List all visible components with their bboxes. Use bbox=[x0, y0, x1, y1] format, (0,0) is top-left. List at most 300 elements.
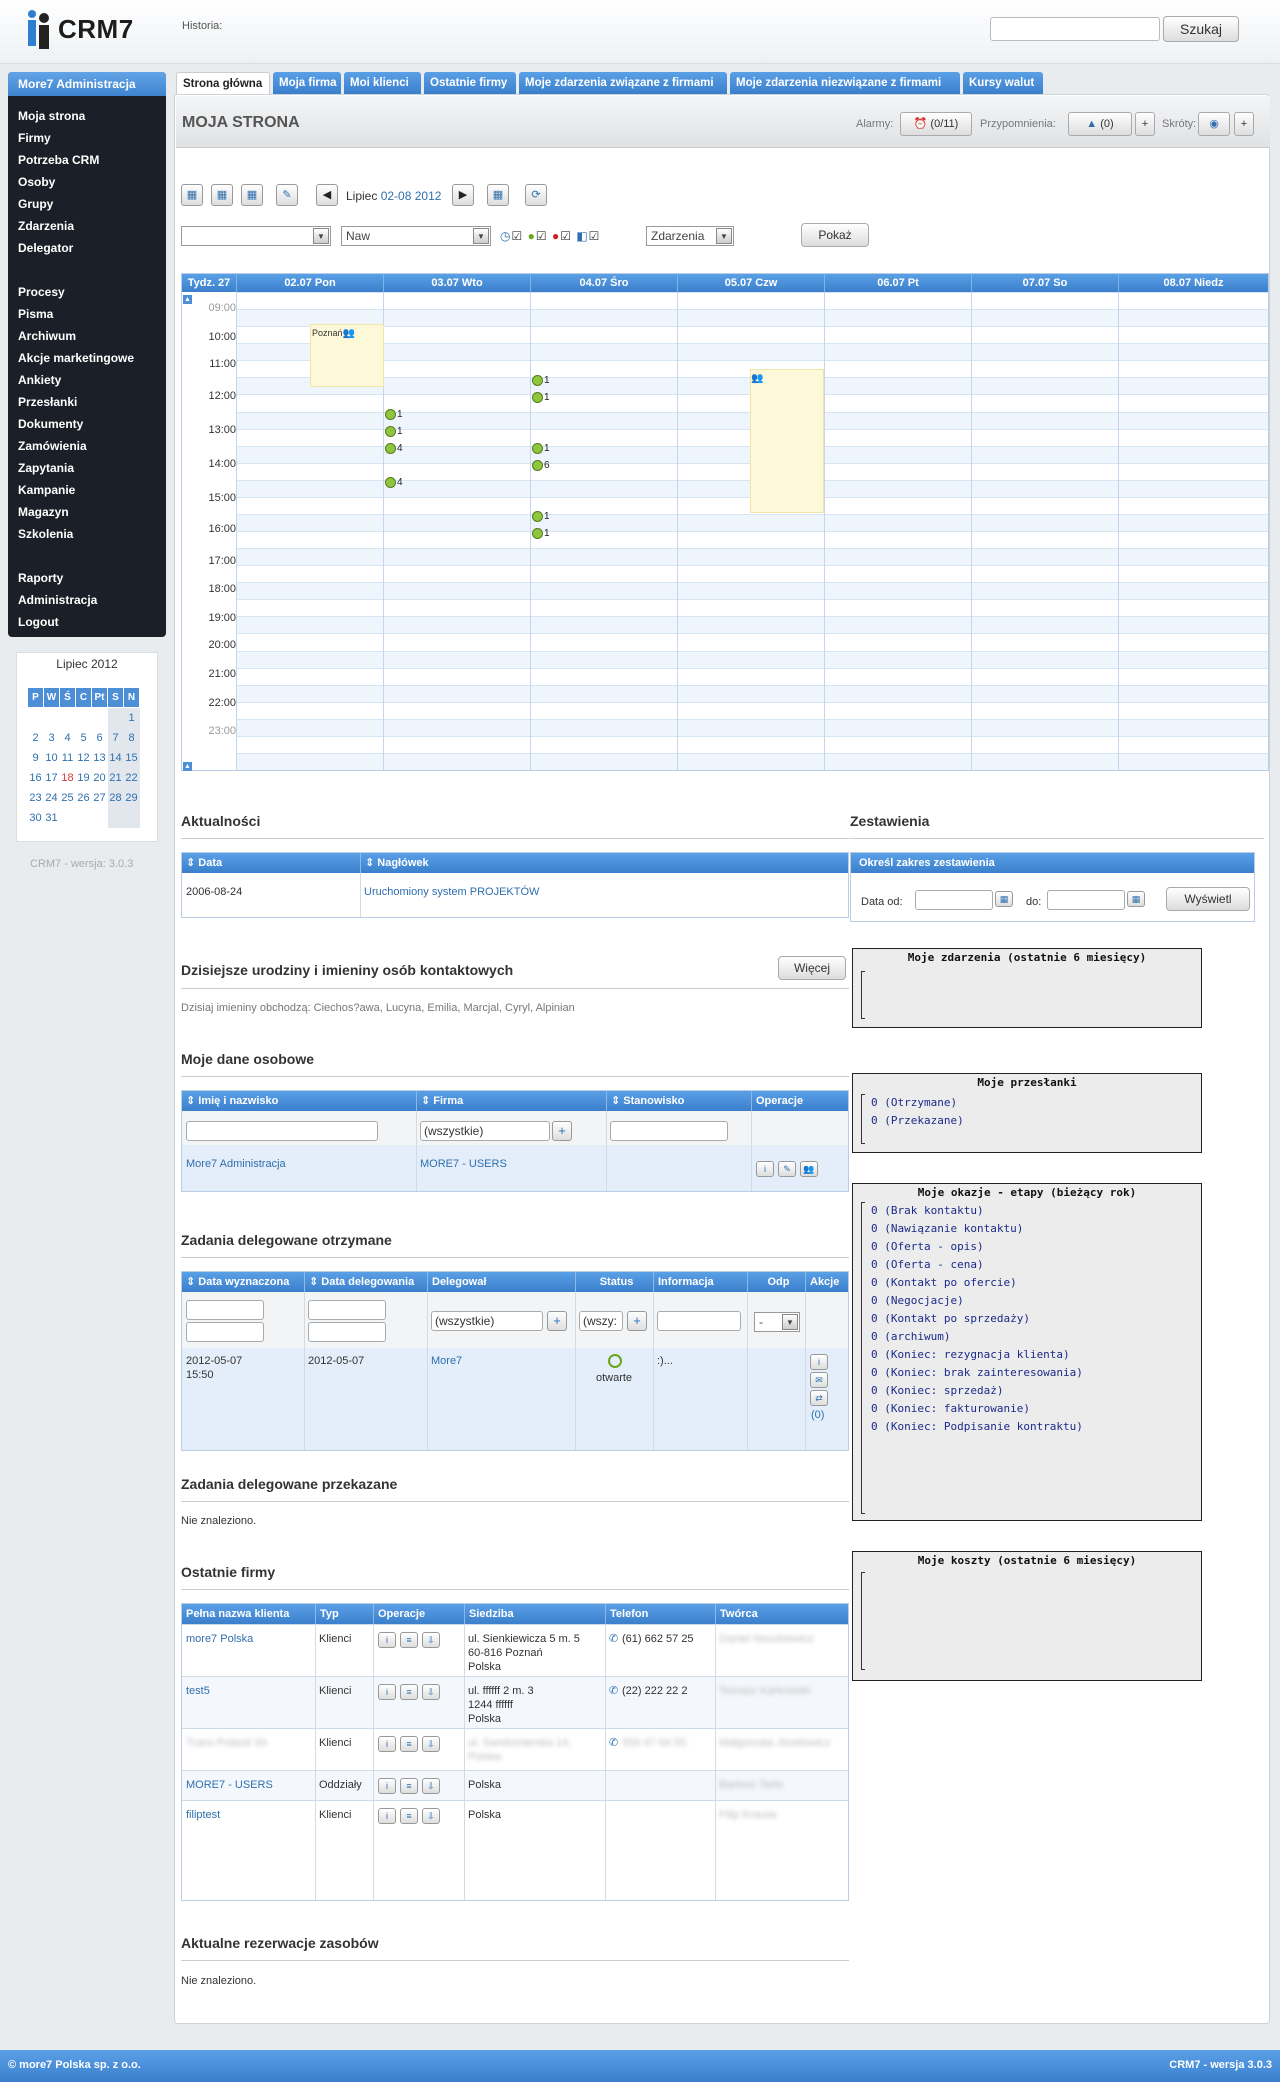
date-delegated-filter-to[interactable] bbox=[308, 1322, 386, 1342]
show-calendar-button[interactable]: Pokaż bbox=[801, 223, 869, 247]
email-icon[interactable]: ✉ bbox=[810, 1372, 828, 1388]
my-opportunities-title: Moje okazje - etapy (bieżący rok) bbox=[917, 1186, 1137, 1199]
client-creator: Tomasz Karkowski bbox=[719, 1685, 811, 1697]
mini-calendar-day bbox=[108, 708, 124, 728]
col-address[interactable]: Siedziba bbox=[464, 1604, 605, 1624]
add-status-filter-button[interactable]: + bbox=[627, 1311, 647, 1331]
cell-divider bbox=[416, 1111, 417, 1191]
edit-icon[interactable]: ✎ bbox=[276, 184, 298, 206]
position-filter-input[interactable] bbox=[610, 1121, 728, 1141]
next-week-button[interactable]: ▶ bbox=[452, 184, 474, 206]
mini-calendar-day[interactable]: 13 bbox=[93, 751, 106, 764]
delegated-by-filter[interactable]: (wszystkie) bbox=[431, 1311, 543, 1331]
download-icon[interactable]: ⇩ bbox=[422, 1632, 440, 1648]
mini-calendar-day[interactable]: 22 bbox=[124, 768, 140, 788]
week-view-icon[interactable]: ▦ bbox=[211, 184, 233, 206]
sidebar-item-ankiety[interactable]: Ankiety bbox=[18, 373, 62, 387]
tab-strona-glowna[interactable]: Strona główna bbox=[176, 72, 270, 94]
client-name-link[interactable]: more7 Polska bbox=[186, 1633, 254, 1645]
mini-calendar-day[interactable]: 1 bbox=[124, 708, 140, 728]
day-header-fri[interactable]: 06.07 Pt bbox=[824, 274, 971, 292]
info-icon[interactable]: i bbox=[756, 1161, 774, 1177]
day-header-thu[interactable]: 05.07 Czw bbox=[677, 274, 824, 292]
calendar-slot[interactable] bbox=[236, 343, 1268, 360]
address-line: Polska bbox=[468, 1661, 502, 1673]
page-title: MOJA STRONA bbox=[182, 114, 300, 131]
expand-down-icon[interactable]: ▲ bbox=[184, 763, 191, 770]
mini-calendar-day[interactable]: 31 bbox=[45, 811, 58, 824]
col-firm[interactable] bbox=[416, 1091, 606, 1111]
hour-label: 14:00 bbox=[208, 457, 236, 470]
marker-count: 1 bbox=[544, 528, 550, 540]
reply-filter-select[interactable] bbox=[754, 1312, 800, 1332]
task-status: otwarte bbox=[595, 1372, 633, 1384]
month-view-icon[interactable]: ▦ bbox=[241, 184, 263, 206]
opportunity-stage-link[interactable]: 0 (Koniec: brak zainteresowania) bbox=[871, 1366, 1083, 1379]
calendar-slot[interactable] bbox=[236, 736, 1268, 753]
weekday-header: Ś bbox=[60, 688, 76, 708]
col-date-delegated[interactable] bbox=[304, 1272, 427, 1292]
client-name-link[interactable]: MORE7 - USERS bbox=[186, 1779, 273, 1791]
date-due-filter-from[interactable] bbox=[186, 1300, 264, 1320]
list-icon[interactable]: ≡ bbox=[400, 1736, 418, 1752]
marker-count: 4 bbox=[397, 443, 403, 455]
calendar-slot[interactable] bbox=[236, 633, 1268, 650]
calendar-header bbox=[182, 274, 1268, 292]
address-line: Polska bbox=[468, 1713, 502, 1725]
firm-filter-input[interactable]: (wszystkie) bbox=[420, 1121, 550, 1141]
delegated-received-title: Zadania delegowane otrzymane bbox=[181, 1232, 392, 1248]
check-icon bbox=[532, 375, 543, 386]
weekday-header: P bbox=[28, 688, 44, 708]
chart-bracket bbox=[861, 1202, 865, 1514]
list-icon[interactable]: ≡ bbox=[400, 1684, 418, 1700]
client-type: Klienci bbox=[319, 1809, 352, 1821]
mini-calendar-day[interactable]: 17 bbox=[45, 771, 58, 784]
calendar-slot[interactable] bbox=[236, 702, 1268, 719]
name-filter-input[interactable] bbox=[186, 1121, 378, 1141]
day-divider bbox=[971, 292, 972, 770]
calendar-slot[interactable] bbox=[236, 292, 1268, 309]
mini-calendar-day bbox=[60, 708, 76, 728]
group-filter-icon[interactable]: ◧ bbox=[576, 229, 589, 243]
check-icon bbox=[532, 528, 543, 539]
sidebar-item-osoby[interactable]: Osoby bbox=[18, 175, 56, 189]
opportunity-stage-link[interactable]: 0 (Oferta - opis) bbox=[871, 1240, 984, 1253]
calendar-event-poznan[interactable] bbox=[310, 324, 384, 387]
calendar-slot[interactable] bbox=[236, 531, 1268, 548]
sidebar-item-przeslanki[interactable]: Przesłanki bbox=[18, 395, 78, 409]
sidebar-item-grupy[interactable]: Grupy bbox=[18, 197, 54, 211]
mini-calendar-day[interactable]: 11 bbox=[61, 751, 74, 764]
sidebar-user-header[interactable]: More7 Administracja bbox=[8, 72, 166, 96]
col-date-due[interactable] bbox=[182, 1272, 304, 1292]
tab-zdarzenia-bez-firm[interactable]: Moje zdarzenia niezwiązane z firmami bbox=[730, 72, 960, 94]
info-icon[interactable]: i bbox=[378, 1736, 396, 1752]
expand-up-icon[interactable]: ▲ bbox=[184, 296, 191, 303]
sidebar-item-moja-strona[interactable]: Moja strona bbox=[18, 109, 86, 123]
recent-firms-title: Ostatnie firmy bbox=[181, 1564, 276, 1580]
calendar-picker-icon[interactable]: ▦ bbox=[995, 891, 1013, 907]
reply-filter-value: - bbox=[759, 1315, 763, 1329]
person-firm-link[interactable]: MORE7 - USERS bbox=[420, 1158, 507, 1170]
calendar-slot[interactable] bbox=[236, 309, 1268, 326]
completed-events-marker[interactable] bbox=[532, 392, 550, 403]
footer-copyright: © more7 Polska sp. z o.o. bbox=[8, 2059, 141, 2071]
calendar-slot[interactable] bbox=[236, 651, 1268, 668]
opportunity-stage-link[interactable]: 0 (Oferta - cena) bbox=[871, 1258, 984, 1271]
mini-calendar-day[interactable]: 5 bbox=[80, 731, 87, 744]
client-creator: Filip Krause bbox=[719, 1809, 778, 1821]
calendar-slot[interactable] bbox=[236, 326, 1268, 343]
completed-events-marker[interactable] bbox=[385, 477, 403, 488]
opportunity-stage-link[interactable]: 0 (Koniec: rezygnacja klienta) bbox=[871, 1348, 1070, 1361]
mini-calendar-day[interactable]: 27 bbox=[93, 791, 106, 804]
reservations-empty: Nie znaleziono. bbox=[181, 1975, 257, 1987]
mini-calendar-day bbox=[44, 708, 60, 728]
date-delegated-filter-from[interactable] bbox=[308, 1300, 386, 1320]
reports-title: Zestawienia bbox=[850, 813, 930, 829]
day-header-mon[interactable]: 02.07 Pon bbox=[236, 274, 383, 292]
sidebar-item-procesy[interactable]: Procesy bbox=[18, 285, 65, 299]
mini-calendar-day[interactable]: 28 bbox=[108, 788, 124, 808]
completed-events-marker[interactable] bbox=[385, 409, 403, 420]
marker-count: 1 bbox=[544, 375, 550, 387]
col-creator[interactable]: Twórca bbox=[715, 1604, 848, 1624]
opportunity-stage-link[interactable]: 0 (Koniec: Podpisanie kontraktu) bbox=[871, 1420, 1083, 1433]
info-icon[interactable]: i bbox=[378, 1632, 396, 1648]
client-creator: Daniel Noszkiewicz bbox=[719, 1633, 814, 1645]
mini-calendar-day[interactable]: 14 bbox=[108, 748, 124, 768]
task-time-due: 15:50 bbox=[186, 1369, 214, 1381]
checkbox[interactable]: ☑ bbox=[511, 229, 524, 243]
sidebar-item-akcje-marketingowe[interactable]: Akcje marketingowe bbox=[18, 351, 135, 365]
contacts-icon[interactable]: 👥 bbox=[800, 1161, 818, 1177]
group-event-icon: 👥 bbox=[342, 328, 355, 339]
sidebar-version: CRM7 - wersja: 3.0.3 bbox=[30, 858, 134, 870]
alarms-label: Alarmy: bbox=[856, 118, 894, 130]
cell-divider bbox=[464, 1624, 465, 1900]
shortcut-icon: ◉ bbox=[1209, 118, 1219, 130]
event-label: Poznań bbox=[312, 328, 343, 338]
premises-received-link[interactable]: 0 (Otrzymane) bbox=[871, 1096, 958, 1109]
list-icon[interactable]: ≡ bbox=[400, 1632, 418, 1648]
section-divider bbox=[181, 1960, 849, 1961]
info-icon[interactable]: i bbox=[378, 1808, 396, 1824]
download-icon[interactable]: ⇩ bbox=[422, 1778, 440, 1794]
mini-calendar-day[interactable]: 19 bbox=[77, 771, 90, 784]
completed-events-marker[interactable] bbox=[532, 528, 550, 539]
day-header-tue[interactable]: 03.07 Wto bbox=[383, 274, 530, 292]
person-name-link[interactable]: More7 Administracja bbox=[186, 1158, 286, 1170]
shortcuts-button[interactable] bbox=[1198, 112, 1230, 136]
download-icon[interactable]: ⇩ bbox=[422, 1684, 440, 1700]
calendar-range bbox=[346, 189, 441, 203]
calendar-slot[interactable] bbox=[236, 582, 1268, 599]
table-row[interactable] bbox=[182, 1348, 848, 1450]
client-type: Klienci bbox=[319, 1633, 352, 1645]
opportunity-stage-link[interactable]: 0 (Negocjacje) bbox=[871, 1294, 964, 1307]
completed-events-marker[interactable] bbox=[385, 426, 403, 437]
day-view-icon[interactable]: ▦ bbox=[181, 184, 203, 206]
completed-events-marker[interactable] bbox=[532, 460, 550, 471]
completed-events-marker[interactable] bbox=[532, 511, 550, 522]
reminders-label: Przypomnienia: bbox=[980, 118, 1056, 130]
checkbox[interactable]: ☑ bbox=[588, 229, 601, 243]
mini-calendar-day bbox=[76, 808, 92, 828]
client-name-link[interactable]: Trans Poland Sh bbox=[186, 1737, 268, 1749]
tab-moi-klienci[interactable]: Moi klienci bbox=[344, 72, 421, 94]
col-headline[interactable] bbox=[360, 853, 848, 873]
col-date-due-label: Data wyznaczona bbox=[198, 1276, 290, 1288]
col-client-name[interactable]: Pełna nazwa klienta bbox=[186, 1608, 290, 1620]
section-divider bbox=[181, 1076, 849, 1077]
add-shortcut-button[interactable]: + bbox=[1234, 112, 1254, 136]
sidebar-item-delegator[interactable]: Delegator bbox=[18, 241, 74, 255]
mini-calendar-day[interactable]: 26 bbox=[77, 791, 90, 804]
calendar-slot[interactable] bbox=[236, 719, 1268, 736]
opportunity-stage-link[interactable]: 0 (Koniec: sprzedaż) bbox=[871, 1384, 1004, 1397]
reports-range-title: Określ zakres zestawienia bbox=[859, 857, 995, 869]
add-delegated-filter-button[interactable]: + bbox=[547, 1311, 567, 1331]
mini-calendar-day[interactable]: 30 bbox=[29, 811, 42, 824]
check-icon bbox=[532, 443, 543, 454]
sidebar-item-kampanie[interactable]: Kampanie bbox=[18, 483, 76, 497]
hour-label: 19:00 bbox=[208, 611, 236, 624]
info-icon[interactable]: i bbox=[378, 1778, 396, 1794]
prev-week-button[interactable]: ◀ bbox=[316, 184, 338, 206]
my-events-box bbox=[852, 948, 1202, 1028]
col-name[interactable] bbox=[182, 1091, 416, 1111]
mini-calendar-day[interactable]: 20 bbox=[93, 771, 106, 784]
news-headline-link[interactable]: Uruchomiony system PROJEKTÓW bbox=[364, 886, 540, 898]
check-icon bbox=[385, 409, 396, 420]
sidebar-item-magazyn[interactable]: Magazyn bbox=[18, 505, 69, 519]
calendar-event-thursday[interactable] bbox=[750, 369, 824, 513]
col-name-label: Imię i nazwisko bbox=[198, 1095, 279, 1107]
section-divider bbox=[181, 838, 849, 839]
sort-icon: ⇕ bbox=[365, 857, 378, 869]
checkbox[interactable]: ☑ bbox=[560, 229, 572, 243]
sidebar-item-firmy[interactable]: Firmy bbox=[18, 131, 51, 145]
show-report-button[interactable]: Wyświetl bbox=[1166, 887, 1250, 911]
chart-bracket bbox=[861, 1094, 865, 1144]
download-icon[interactable]: ⇩ bbox=[422, 1736, 440, 1752]
sidebar-item-dokumenty[interactable]: Dokumenty bbox=[18, 417, 84, 431]
mini-calendar-day[interactable]: 10 bbox=[45, 751, 58, 764]
col-date[interactable] bbox=[182, 853, 360, 873]
cell-divider bbox=[605, 1624, 606, 1900]
sidebar-item-zapytania[interactable]: Zapytania bbox=[18, 461, 75, 475]
day-header-sat[interactable]: 07.07 So bbox=[971, 274, 1118, 292]
mini-calendar-day[interactable]: 12 bbox=[77, 751, 90, 764]
sidebar-item-zamowienia[interactable]: Zamówienia bbox=[18, 439, 87, 453]
date-due-filter-to[interactable] bbox=[186, 1322, 264, 1342]
calendar-slot[interactable] bbox=[236, 599, 1268, 616]
mini-calendar-day[interactable]: 18 bbox=[61, 771, 74, 784]
calendar-slot[interactable] bbox=[236, 668, 1268, 685]
mini-calendar-day[interactable]: 3 bbox=[48, 731, 55, 744]
opportunity-stage-link[interactable]: 0 (archiwum) bbox=[871, 1330, 951, 1343]
phone-icon[interactable]: ✆ bbox=[609, 1633, 619, 1645]
mini-calendar-day[interactable]: 7 bbox=[108, 728, 124, 748]
top-bar bbox=[0, 0, 1280, 64]
sidebar-item-zdarzenia[interactable]: Zdarzenia bbox=[18, 219, 75, 233]
app-logo-text[interactable]: CRM7 bbox=[58, 14, 134, 44]
cancel-filter-icon[interactable]: ● bbox=[551, 229, 561, 243]
reminders-value: (0) bbox=[1100, 118, 1114, 130]
client-name-link[interactable]: filiptest bbox=[186, 1809, 221, 1821]
cell-divider bbox=[304, 1292, 305, 1450]
address-line: Polska bbox=[468, 1809, 502, 1821]
phone-icon[interactable]: ✆ bbox=[609, 1685, 619, 1697]
sidebar-item-szkolenia[interactable]: Szkolenia bbox=[18, 527, 74, 541]
weekday-header: S bbox=[108, 688, 124, 708]
opportunity-stage-link[interactable]: 0 (Koniec: fakturowanie) bbox=[871, 1402, 1030, 1415]
completed-events-marker[interactable] bbox=[385, 443, 403, 454]
col-actions: Akcje bbox=[805, 1272, 848, 1292]
completed-events-marker[interactable] bbox=[532, 443, 550, 454]
mini-calendar-day[interactable]: 6 bbox=[96, 731, 103, 744]
completed-events-marker[interactable] bbox=[532, 375, 550, 386]
col-position-label: Stanowisko bbox=[623, 1095, 685, 1107]
add-reminder-button[interactable]: + bbox=[1135, 112, 1155, 136]
col-operations: Operacje bbox=[751, 1091, 848, 1111]
client-name-link[interactable]: test5 bbox=[186, 1685, 210, 1697]
calendar-picker-icon[interactable]: ▦ bbox=[1127, 891, 1145, 907]
search-input[interactable] bbox=[990, 17, 1160, 41]
mini-calendar-day[interactable]: 8 bbox=[124, 728, 140, 748]
sidebar-item-potrzeba-crm[interactable]: Potrzeba CRM bbox=[18, 153, 100, 167]
done-filter-icon[interactable]: ● bbox=[527, 229, 536, 243]
task-reply-count[interactable]: (0) bbox=[811, 1409, 825, 1421]
sidebar-item-raporty[interactable]: Raporty bbox=[18, 571, 64, 585]
calendar-slot[interactable] bbox=[236, 616, 1268, 633]
tab-ostatnie-firmy[interactable]: Ostatnie firmy bbox=[424, 72, 516, 94]
mini-calendar-day[interactable]: 16 bbox=[29, 771, 42, 784]
footer-version: CRM7 - wersja 3.0.3 bbox=[1169, 2059, 1272, 2071]
sidebar-item-logout[interactable]: Logout bbox=[18, 615, 59, 629]
clock-filter-icon[interactable]: ◷ bbox=[500, 229, 512, 243]
day-header-sun[interactable]: 08.07 Niedz bbox=[1118, 274, 1268, 292]
col-date-label: Data bbox=[198, 857, 223, 869]
refresh-icon[interactable]: ⟳ bbox=[525, 184, 547, 206]
hour-label: 22:00 bbox=[208, 697, 236, 710]
client-type: Klienci bbox=[319, 1737, 352, 1749]
sidebar bbox=[8, 72, 166, 637]
event-kind-select[interactable] bbox=[646, 226, 734, 246]
opportunity-stage-link[interactable]: 0 (Brak kontaktu) bbox=[871, 1204, 984, 1217]
alarms-button[interactable] bbox=[900, 112, 972, 136]
bell-icon: ▲ bbox=[1086, 118, 1101, 130]
sort-icon: ⇕ bbox=[186, 1095, 199, 1107]
calendar-type-select-value: Naw bbox=[346, 229, 371, 243]
day-header-wed[interactable]: 04.07 Śro bbox=[530, 274, 677, 292]
add-firm-filter-button[interactable]: + bbox=[552, 1121, 572, 1141]
check-icon bbox=[532, 460, 543, 471]
chevron-down-icon: ▼ bbox=[716, 228, 732, 244]
mini-calendar-day[interactable]: 23 bbox=[29, 791, 42, 804]
hour-label: 09:00 bbox=[208, 301, 236, 314]
premises-sent-link[interactable]: 0 (Przekazane) bbox=[871, 1114, 964, 1127]
calendar-slot[interactable] bbox=[236, 565, 1268, 582]
address-line: ul. Sandomierska 14, bbox=[468, 1737, 572, 1749]
info-icon[interactable]: i bbox=[810, 1354, 828, 1370]
address-line: 60-816 Poznań bbox=[468, 1647, 543, 1659]
status-filter-checkboxes[interactable] bbox=[500, 229, 600, 243]
calendar-slot[interactable] bbox=[236, 685, 1268, 702]
tab-zdarzenia-z-firmami[interactable]: Moje zdarzenia związane z firmami bbox=[519, 72, 727, 94]
mini-calendar-day[interactable]: 21 bbox=[108, 768, 124, 788]
mini-calendar-day[interactable]: 29 bbox=[124, 788, 140, 808]
reminders-button[interactable] bbox=[1068, 112, 1132, 136]
calendar-slot[interactable] bbox=[236, 753, 1268, 770]
opportunity-stage-link[interactable]: 0 (Kontakt po ofercie) bbox=[871, 1276, 1017, 1289]
opportunity-stage-link[interactable]: 0 (Nawiązanie kontaktu) bbox=[871, 1222, 1024, 1235]
opportunity-stage-link[interactable]: 0 (Kontakt po sprzedaży) bbox=[871, 1312, 1030, 1325]
search-button[interactable]: Szukaj bbox=[1163, 16, 1239, 42]
calendar-picker-icon[interactable]: ▦ bbox=[487, 184, 509, 206]
sidebar-item-pisma[interactable]: Pisma bbox=[18, 307, 54, 321]
check-icon bbox=[532, 511, 543, 522]
day-divider bbox=[530, 292, 531, 770]
recent-firms-header bbox=[182, 1604, 848, 1624]
sort-icon: ⇕ bbox=[309, 1276, 322, 1288]
edit-icon[interactable]: ✎ bbox=[778, 1161, 796, 1177]
week-number: Tydz. 27 bbox=[187, 277, 231, 289]
client-phone: (22) 222 22 2 bbox=[622, 1685, 688, 1697]
col-position[interactable] bbox=[606, 1091, 751, 1111]
info-icon[interactable]: i bbox=[378, 1684, 396, 1700]
task-delegated-by-link[interactable]: More7 bbox=[431, 1355, 463, 1367]
calendar-range-dates[interactable]: 02-08 2012 bbox=[380, 189, 442, 203]
list-icon[interactable]: ≡ bbox=[400, 1808, 418, 1824]
mini-calendar-day[interactable]: 15 bbox=[124, 748, 140, 768]
sidebar-item-archiwum[interactable]: Archiwum bbox=[18, 329, 77, 343]
mini-calendar-day[interactable]: 4 bbox=[64, 731, 71, 744]
mini-calendar-day[interactable]: 24 bbox=[45, 791, 58, 804]
status-filter[interactable]: (wszy: bbox=[579, 1311, 623, 1331]
reply-icon[interactable]: ⇄ bbox=[810, 1390, 828, 1406]
phone-icon[interactable]: ✆ bbox=[609, 1737, 619, 1749]
info-filter-input[interactable] bbox=[657, 1311, 741, 1331]
col-type[interactable]: Typ bbox=[315, 1604, 373, 1624]
birthdays-title: Dzisiejsze urodziny i imieniny osób kontaktowych bbox=[181, 962, 514, 978]
news-title: Aktualności bbox=[181, 813, 261, 829]
mini-calendar-day[interactable]: 25 bbox=[61, 791, 74, 804]
sidebar-item-administracja[interactable]: Administracja bbox=[18, 593, 98, 607]
cell-divider bbox=[751, 1111, 752, 1191]
more-birthdays-button[interactable]: Więcej bbox=[778, 956, 846, 980]
mini-calendar-day[interactable]: 9 bbox=[32, 751, 39, 764]
mini-calendar bbox=[16, 652, 158, 842]
tab-moja-firma[interactable]: Moja firma bbox=[273, 72, 341, 94]
download-icon[interactable]: ⇩ bbox=[422, 1808, 440, 1824]
col-phone[interactable]: Telefon bbox=[605, 1604, 715, 1624]
mini-calendar-day[interactable]: 2 bbox=[32, 731, 39, 744]
tab-kursy-walut[interactable]: Kursy walut bbox=[963, 72, 1043, 94]
calendar-slot[interactable] bbox=[236, 514, 1268, 531]
checkbox[interactable]: ☑ bbox=[535, 229, 548, 243]
calendar-user-select[interactable] bbox=[181, 226, 331, 246]
date-to-input[interactable] bbox=[1047, 890, 1125, 910]
calendar-type-select[interactable] bbox=[341, 226, 491, 246]
date-from-input[interactable] bbox=[915, 890, 993, 910]
list-icon[interactable]: ≡ bbox=[400, 1778, 418, 1794]
calendar-slot[interactable] bbox=[236, 548, 1268, 565]
sort-icon: ⇕ bbox=[186, 1276, 199, 1288]
client-type: Klienci bbox=[319, 1685, 352, 1697]
